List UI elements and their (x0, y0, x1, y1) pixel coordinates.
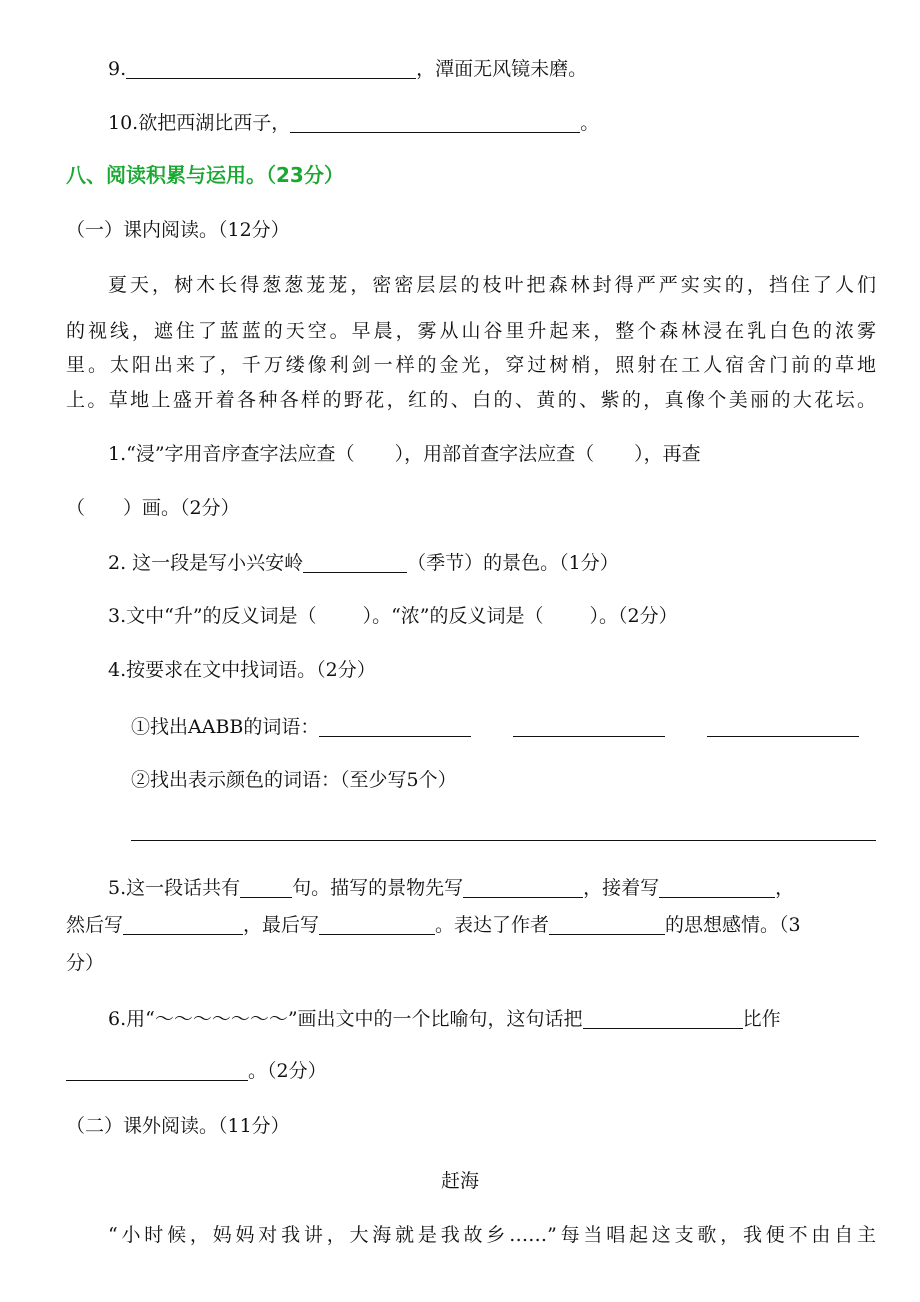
question-6 (0, 1006, 920, 1032)
answer-blank[interactable] (126, 58, 416, 79)
answer-blank[interactable] (123, 914, 243, 935)
answer-blank[interactable] (513, 716, 665, 737)
question-text: ，接着写 (583, 877, 660, 899)
answer-blank[interactable] (319, 914, 435, 935)
question-text: 。（2分） (248, 1060, 327, 1082)
question-6-cont (0, 1058, 920, 1084)
answer-blank[interactable] (583, 1008, 743, 1029)
question-3 (0, 603, 920, 629)
section-heading: 八、阅读积累与运用。（23分） (66, 163, 344, 187)
question-text: 1.“浸”字用音序查字法应查（ (108, 443, 355, 465)
answer-blank[interactable] (290, 112, 580, 133)
question-text: 6.用“～～～～～～～”画出文中的一个比喻句，这句话把 (108, 1008, 583, 1030)
question-text: ），再查 (634, 443, 701, 465)
question-4: 4.按要求在文中找词语。（2分） (108, 659, 376, 681)
answer-blank[interactable] (303, 552, 407, 573)
question-5-cont2: 分） (66, 952, 105, 974)
question-text: 5.这一段话共有 (108, 877, 241, 899)
question-text: ，最后写 (243, 914, 320, 936)
answer-blank[interactable] (240, 877, 292, 898)
question-number: 10. (108, 112, 139, 134)
question-text: （ (66, 497, 86, 519)
answer-blank[interactable] (463, 877, 583, 898)
question-1-cont (0, 495, 920, 521)
question-text: ），用部首查字法应查（ (394, 443, 595, 465)
passage-line: 的视线，遮住了蓝蓝的天空。早晨，雾从山谷里升起来，整个森林浸在乳白色的浓雾 (66, 320, 876, 342)
passage-line: 里。太阳出来了，千万缕像利剑一样的金光，穿过树梢，照射在工人宿舍门前的草地 (66, 354, 876, 376)
question-5-cont (0, 912, 920, 938)
answer-blank[interactable] (659, 877, 775, 898)
answer-blank[interactable] (319, 716, 471, 737)
question-text: ①找出AABB的词语： (131, 716, 320, 738)
subsection-heading: （一）课内阅读。（12分） (66, 219, 290, 241)
passage-line: 上。草地上盛开着各种各样的野花，红的、白的、黄的、紫的，真像个美丽的大花坛。 (66, 389, 876, 411)
question-text: ）。（2分） (589, 605, 678, 627)
question-1 (0, 441, 920, 467)
question-text: 然后写 (66, 914, 124, 936)
subsection-heading: （二）课外阅读。（11分） (66, 1115, 290, 1137)
question-4-2: ②找出表示颜色的词语：（至少写5个） (131, 769, 457, 791)
question-4-1 (0, 714, 920, 740)
question-text: 比作 (742, 1008, 781, 1030)
answer-blank[interactable] (707, 716, 859, 737)
question-9 (0, 56, 920, 82)
question-number: 9. (108, 58, 127, 80)
question-text: 2. 这一段是写小兴安岭 (108, 552, 304, 574)
question-2 (0, 550, 920, 576)
question-text: 句。描写的景物先写 (292, 877, 464, 899)
question-text: 的思想感情。（3 (665, 914, 801, 936)
answer-blank[interactable] (549, 914, 665, 935)
question-text: ， (775, 877, 795, 899)
answer-line[interactable] (131, 840, 876, 841)
question-text: （季节）的景色。（1分） (407, 552, 619, 574)
question-text: 欲把西湖比西子， (138, 112, 291, 134)
question-5 (0, 875, 920, 901)
passage-line: “小时候，妈妈对我讲，大海就是我故乡……”每当唱起这支歌，我便不由自主 (108, 1224, 876, 1246)
question-text: 。 (580, 112, 600, 134)
passage-line: 夏天，树木长得葱葱茏茏，密密层层的枝叶把森林封得严严实实的，挡住了人们 (108, 274, 876, 296)
question-text: ，潭面无风镜未磨。 (416, 58, 588, 80)
question-text: ）。“浓”的反义词是（ (362, 605, 544, 627)
question-10 (0, 110, 920, 136)
question-text: 3.文中“升”的反义词是（ (108, 605, 317, 627)
article-title: 赶海 (440, 1170, 479, 1192)
question-text: ）画。（2分） (123, 497, 240, 519)
answer-blank[interactable] (66, 1060, 248, 1081)
question-text: 。表达了作者 (435, 914, 550, 936)
